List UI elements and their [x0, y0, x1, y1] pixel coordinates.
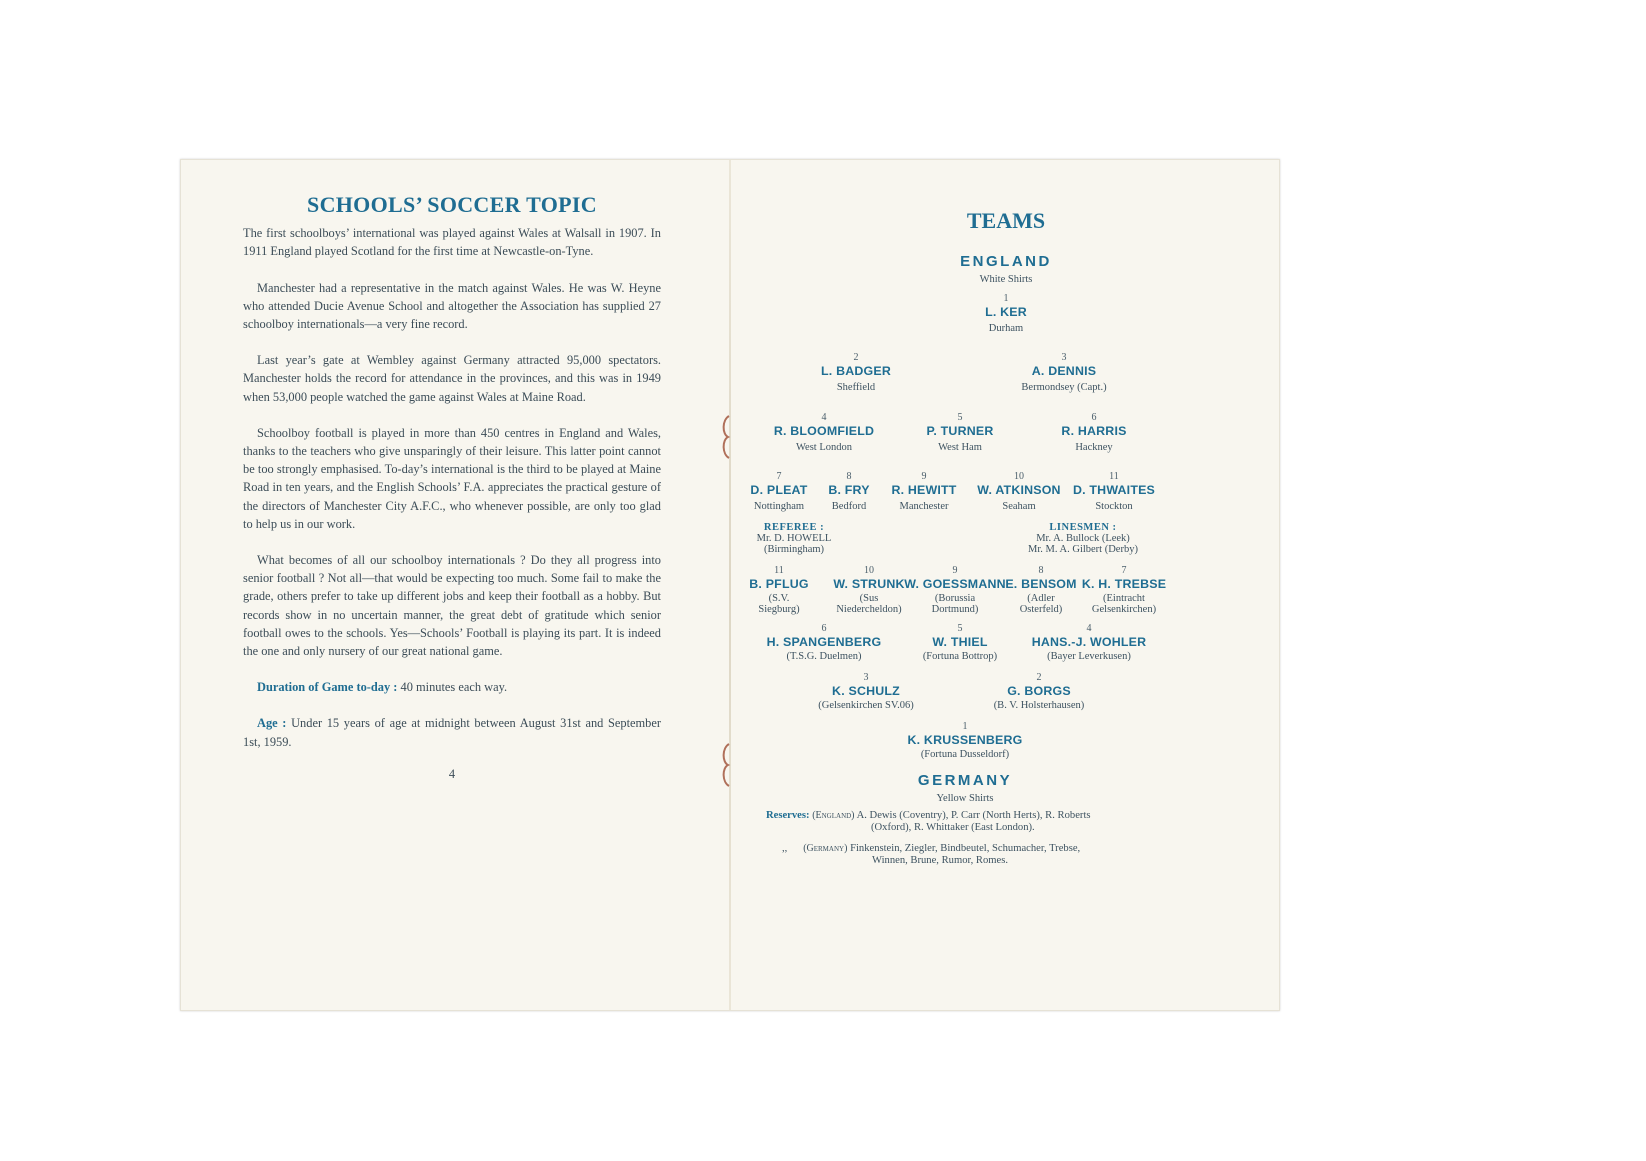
- linesmen-label: LINESMEN :: [1049, 522, 1117, 533]
- england-kit: White Shirts: [979, 274, 1033, 285]
- player-club: (Gelsenkirchen SV.06): [818, 700, 914, 711]
- reserves-label: Reserves:: [766, 810, 810, 821]
- player-name: R. HEWITT: [891, 483, 957, 497]
- shirt-number: 5: [957, 623, 963, 634]
- player-name: W. STRUNK: [833, 577, 905, 591]
- player-club: Bedford: [831, 501, 867, 512]
- duration-label: Duration of Game to-day :: [257, 680, 398, 695]
- reserves-line: Winnen, Brune, Rumor, Romes.: [872, 855, 1008, 866]
- player-club: West Ham: [938, 442, 982, 453]
- shirt-number: 9: [921, 471, 927, 482]
- player-name: P. TURNER: [926, 424, 994, 438]
- player-name: HANS.-J. WOHLER: [1031, 635, 1147, 649]
- player-club: (Bayer Leverkusen): [1047, 651, 1131, 662]
- shirt-number: 6: [1091, 412, 1097, 423]
- staple-bottom-icon: [719, 742, 737, 788]
- player-name: B. FRY: [828, 483, 870, 497]
- paragraph: What becomes of all our schoolboy internationals ? Do they all progress into senior football ? Not all—that would be expecting too much. Some fail to make the grade, others prefer to take up different jobs and keep their football as a hobby. But records show in no uncertain manner, the great debt of gratitude which senior football owes to the schools. Yes—Schools’ Football is playing its part. It is indeed the one and only nursery of our great national game.: [243, 553, 661, 659]
- shirt-number: 7: [776, 471, 782, 482]
- shirt-number: 3: [863, 672, 869, 683]
- shirt-number: 1: [962, 721, 968, 732]
- player-name: K. SCHULZ: [832, 684, 900, 698]
- player-name: D. THWAITES: [1072, 483, 1156, 497]
- linesman: Mr. A. Bullock (Leek): [1036, 533, 1130, 544]
- shirt-number: 5: [957, 412, 963, 423]
- player-club: (Fortuna Dusseldorf): [920, 749, 1010, 760]
- player-club: (T.S.G. Duelmen): [786, 651, 862, 662]
- player-club: Dortmund): [931, 604, 979, 615]
- player-club: Osterfeld): [1019, 604, 1063, 615]
- player-club: Seaham: [1002, 501, 1036, 512]
- player-name: L. KER: [985, 305, 1027, 319]
- page-title: SCHOOLS’ SOCCER TOPIC: [307, 192, 597, 217]
- player-club: Gelsenkirchen): [1091, 604, 1157, 615]
- germany-kit: Yellow Shirts: [936, 793, 994, 804]
- player-name: D. PLEAT: [750, 483, 808, 497]
- right-page: [749, 160, 1256, 1010]
- player-name: K. KRUSSENBERG: [907, 733, 1023, 747]
- shirt-number: 6: [821, 623, 827, 634]
- player-club: Manchester: [899, 501, 949, 512]
- player-club: (Sus: [859, 593, 879, 604]
- player-name: W. ATKINSON: [977, 483, 1061, 497]
- player-name: E. BENSOM: [1005, 577, 1077, 591]
- player-name: R. HARRIS: [1061, 424, 1127, 438]
- player-club: Niedercheldon): [836, 604, 902, 615]
- player-name: K. H. TREBSE: [1081, 577, 1167, 591]
- paragraph: The first schoolboys’ international was played against Wales at Walsall in 1907. In 1911 England played Scotland for the first time at Newcastle-on-Tyne.: [243, 226, 661, 259]
- referee-from: (Birmingham): [763, 544, 825, 555]
- linesmen-block: [1003, 522, 1163, 555]
- ditto-mark: ,,: [782, 843, 788, 854]
- referee-block: [739, 522, 849, 555]
- paragraph: Manchester had a representative in the match against Wales. He was W. Heyne who attended Ducie Avenue School and altogether the Association has supplied 27 schoolboy internationals—a very fine record.: [243, 280, 661, 332]
- player-name: G. BORGS: [1007, 684, 1071, 698]
- germany-heading: GERMANY: [917, 772, 1013, 789]
- reserves-line: (Oxford), R. Whittaker (East London).: [871, 822, 1035, 833]
- player-club: Sheffield: [836, 382, 876, 393]
- player-name: W. GOESSMANN: [904, 577, 1006, 591]
- age-value: Under 15 years of age at midnight between August 31st and September 1st, 1959.: [243, 716, 661, 749]
- shirt-number: 11: [774, 565, 784, 576]
- player-name: L. BADGER: [821, 364, 891, 378]
- player-club: (Fortuna Bottrop): [922, 651, 998, 662]
- reserves-team-tag: (Germany): [803, 843, 848, 854]
- reserves-team-tag: (England): [812, 810, 855, 821]
- referee-label: REFEREE :: [763, 522, 825, 533]
- reserves-line: Finkenstein, Ziegler, Bindbeutel, Schumacher, Trebse,: [850, 843, 1081, 854]
- player-name: A. DENNIS: [1031, 364, 1097, 378]
- shirt-number: 4: [1086, 623, 1092, 634]
- player-club: (B. V. Holsterhausen): [993, 700, 1085, 711]
- shirt-number: 2: [853, 352, 859, 363]
- player-club: (Adler: [1027, 593, 1055, 604]
- shirt-number: 8: [846, 471, 852, 482]
- shirt-number: 1: [1003, 293, 1009, 304]
- player-club: Bermondsey (Capt.): [1021, 382, 1107, 393]
- linesman: Mr. M. A. Gilbert (Derby): [1028, 544, 1138, 555]
- reserves-line: A. Dewis (Coventry), P. Carr (North Herts), R. Roberts: [856, 810, 1091, 821]
- player-name: B. PFLUG: [749, 577, 809, 591]
- staple-top-icon: [719, 414, 737, 460]
- shirt-number: 8: [1038, 565, 1044, 576]
- shirt-number: 10: [864, 565, 874, 576]
- player-club: (Borussia: [934, 593, 976, 604]
- duration-value: 40 minutes each way.: [400, 680, 508, 695]
- paragraph: Schoolboy football is played in more than 450 centres in England and Wales, thanks to the teachers who give unsparingly of their leisure. This latter point cannot be too strongly emphasised. To-day’s international is the third to be played at Maine Road in ten years, and the English Schools’ F.A. appreciates the practical gesture of the directors of Manchester City A.F.C., who whenever possible, are only too glad to help us in our work.: [243, 425, 661, 531]
- player-name: R. BLOOMFIELD: [773, 424, 875, 438]
- shirt-number: 3: [1061, 352, 1067, 363]
- player-club: (Eintracht: [1103, 593, 1145, 604]
- left-page: [243, 192, 661, 783]
- paragraph: Last year’s gate at Wembley against Germany attracted 95,000 spectators. Manchester holds the record for attendance in the provinces, and this was in 1949 when 53,000 people watched the game against Wales at Maine Road.: [243, 353, 661, 404]
- age-label: Age :: [257, 716, 287, 731]
- shirt-number: 11: [1109, 471, 1119, 482]
- page-number: 4: [448, 766, 456, 781]
- programme-spread: [180, 159, 1280, 1011]
- shirt-number: 10: [1014, 471, 1024, 482]
- player-club: Stockton: [1095, 501, 1133, 512]
- age-line: [243, 714, 661, 750]
- player-club: West London: [795, 442, 853, 453]
- player-club: Siegburg): [758, 604, 800, 615]
- player-club: (S.V.: [768, 593, 790, 604]
- shirt-number: 7: [1121, 565, 1127, 576]
- reserves-england: [756, 810, 1256, 834]
- player-club: Durham: [988, 323, 1024, 334]
- shirt-number: 2: [1036, 672, 1042, 683]
- shirt-number: 9: [952, 565, 958, 576]
- duration-line: [243, 678, 661, 696]
- referee-name: Mr. D. HOWELL: [756, 533, 832, 544]
- reserves-germany: [756, 843, 1256, 867]
- player-club: Nottingham: [753, 501, 805, 512]
- shirt-number: 4: [821, 412, 827, 423]
- player-club: Hackney: [1075, 442, 1113, 453]
- teams-title: TEAMS: [966, 208, 1046, 233]
- england-heading: ENGLAND: [960, 253, 1052, 270]
- player-name: W. THIEL: [932, 635, 988, 649]
- player-name: H. SPANGENBERG: [766, 635, 882, 649]
- centre-fold: [729, 160, 731, 1010]
